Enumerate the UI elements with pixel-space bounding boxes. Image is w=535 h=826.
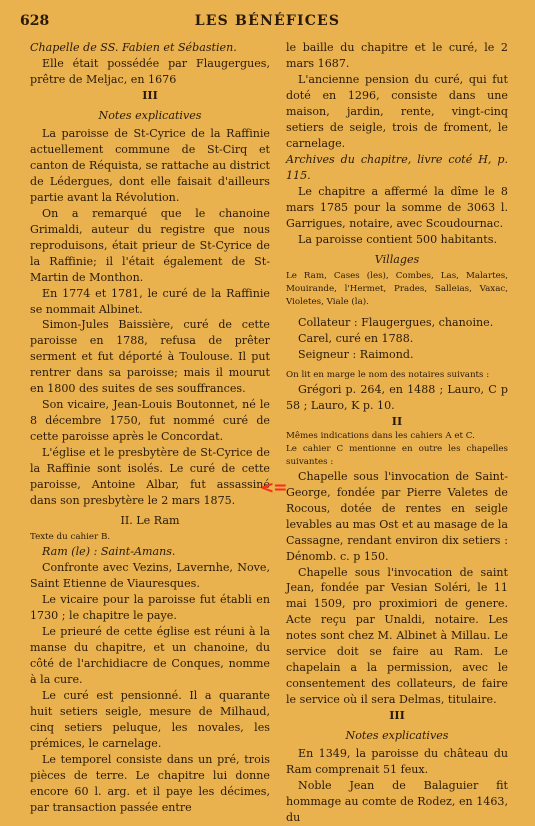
notes-explicatives-heading-right: Notes explicatives xyxy=(345,729,449,743)
indications-note: Mêmes indications dans les cahiers A et C. xyxy=(286,430,475,441)
paragraph-baissiere: Simon-Jules Baissière, curé de cette paroisse en 1788, refusa de prêter serment et fut déporté à Toulouse. Il put rentrer dans sa paroisse; mais il mourut en 1800 des suites de ses souffrances. xyxy=(30,318,270,396)
paragraph-1349: En 1349, la paroisse du château du Ram comprenait 51 feux. xyxy=(286,747,508,777)
section-numeral-iii-right: III xyxy=(389,709,405,723)
paragraph-prieure: Le prieuré de cette église est réuni à la manse du chapitre, et un chanoine, du côté de l'archidiacre de Conques, nomme à la cure. xyxy=(30,624,270,686)
paragraph-temporel: Le temporel consiste dans un pré, trois pièces de terre. Le chapitre lui donne encore 60 l. arg. et il paye les décimes, par transaction passée entre xyxy=(30,752,270,814)
cahier-c-note: Le cahier C mentionne en outre les chapelles suivantes : xyxy=(286,443,508,467)
texte-du-cahier: Texte du cahier B. xyxy=(30,532,111,543)
paragraph-chapitre-dime: Le chapitre a affermé la dîme le 8 mars 1785 pour la somme de 3063 l. Garrigues, notaire, avec Scoudournac. xyxy=(286,184,508,230)
chapelle-saint-george: Chapelle sous l'invocation de Saint-George, fondée par Pierre Valetes de Rocous, dotée de rentes en seigle levables au mas Ost et au masage de la Cassagne, rendant environ dix setiers : Dénomb. c. p 150. xyxy=(286,469,508,563)
paragraph-cure-pensionne: Le curé est pensionné. Il a quarante huit setiers seigle, mesure de Milhaud, cinq setiers peluque, les novales, les prémices, le carnelage. xyxy=(30,688,270,750)
left-column xyxy=(30,40,270,816)
notaires-line: Grégori p. 264, en 1488 ; Lauro, C p 58 ; Lauro, K p. 10. xyxy=(286,382,508,412)
section-heading-le-ram: II. Le Ram xyxy=(120,514,180,528)
paragraph-albinet: En 1774 et 1781, le curé de la Raffinie se nommait Albinet. xyxy=(30,286,270,316)
right-column xyxy=(286,40,508,826)
chapelle-saint-jean: Chapelle sous l'invocation de saint Jean, fondée par Vesian Soléri, le 11 mai 1509, pro proximiori de genere. Acte reçu par Unaldi, notaire. Les notes sont chez M. Albinet à Millau. Le service doit se faire au Ram. Le chapelain a la permission, avec le consentement des collateurs, de faire le service où il sera Delmas, titulaire. xyxy=(286,565,508,707)
archives-reference: Archives du chapitre, livre coté H, p. 115. xyxy=(286,152,508,182)
red-arrow-marker: <= xyxy=(260,478,287,498)
villages-list: Le Ram, Cases (les), Combes, Las, Malartes, Mouirande, l'Hermet, Prades, Salleias, Vaxac, Violetes, Viale (la). xyxy=(286,270,508,307)
chapelle-title: Chapelle de SS. Fabien et Sébastien. xyxy=(30,41,237,54)
ram-line: Ram (le) : Saint-Amans. xyxy=(42,545,176,559)
notes-explicatives-heading: Notes explicatives xyxy=(98,108,202,122)
paragraph-eglise-presbytere: L'église et le presbytère de St-Cyrice de la Raffinie sont isolés. Le curé de cette paroisse, Antoine Albar, fut assassiné dans son presbytère le 2 mars 1875. xyxy=(30,446,270,508)
page-number: 628 xyxy=(20,13,50,29)
villages-heading: Villages xyxy=(374,252,420,266)
paragraph-noble-jean: Noble Jean de Balaguier fit hommage au comte de Rodez, en 1463, du xyxy=(286,779,508,825)
running-title: LES BÉNÉFICES xyxy=(194,13,341,29)
paragraph-vicaire: Le vicaire pour la paroisse fut établi en 1730 ; le chapitre le paye. xyxy=(30,593,270,622)
seigneur-line: Seigneur : Raimond. xyxy=(298,347,414,361)
paragraph-vicaire-boutonnet: Son vicaire, Jean-Louis Boutonnet, né le 8 décembre 1750, fut nommé curé de cette paroisse après le Concordat. xyxy=(30,398,270,444)
collateur-line: Collateur : Flaugergues, chanoine. xyxy=(298,315,494,329)
section-numeral-ii: II xyxy=(391,414,403,428)
chapelle-text: Elle était possédée par Flaugergues, prêtre de Meljac, en 1676 xyxy=(30,56,270,86)
section-numeral-iii: III xyxy=(142,88,158,102)
paragraph-baille: le baille du chapitre et le curé, le 2 mars 1687. xyxy=(286,41,508,70)
paragraph-confronte: Confronte avec Vezins, Lavernhe, Nove, Saint Etienne de Viauresques. xyxy=(30,561,270,591)
page-header xyxy=(18,10,517,32)
paragraph-paroisse: La paroisse de St-Cyrice de la Raffinie actuellement commune de St-Cirq et canton de Réquista, se rattache au district de Lédergues, dont elle faisait d'ailleurs partie avant la Révolution. xyxy=(30,126,270,204)
carel-line: Carel, curé en 1788. xyxy=(298,331,414,345)
paragraph-grimaldi: On a remarqué que le chanoine Grimaldi, auteur du registre que nous reproduisons, était prieur de St-Cyrice de la Raffinie; il l'était également de St-Martin de Monthon. xyxy=(30,206,270,284)
marge-note: On lit en marge le nom des notaires suivants : xyxy=(286,369,490,380)
paragraph-ancienne-pension: L'ancienne pension du curé, qui fut doté en 1296, consiste dans une maison, jardin, rente, vingt-cinq setiers de seigle, trois de froment, le carnelage. xyxy=(286,72,508,150)
paragraph-habitants: La paroisse contient 500 habitants. xyxy=(298,232,497,246)
